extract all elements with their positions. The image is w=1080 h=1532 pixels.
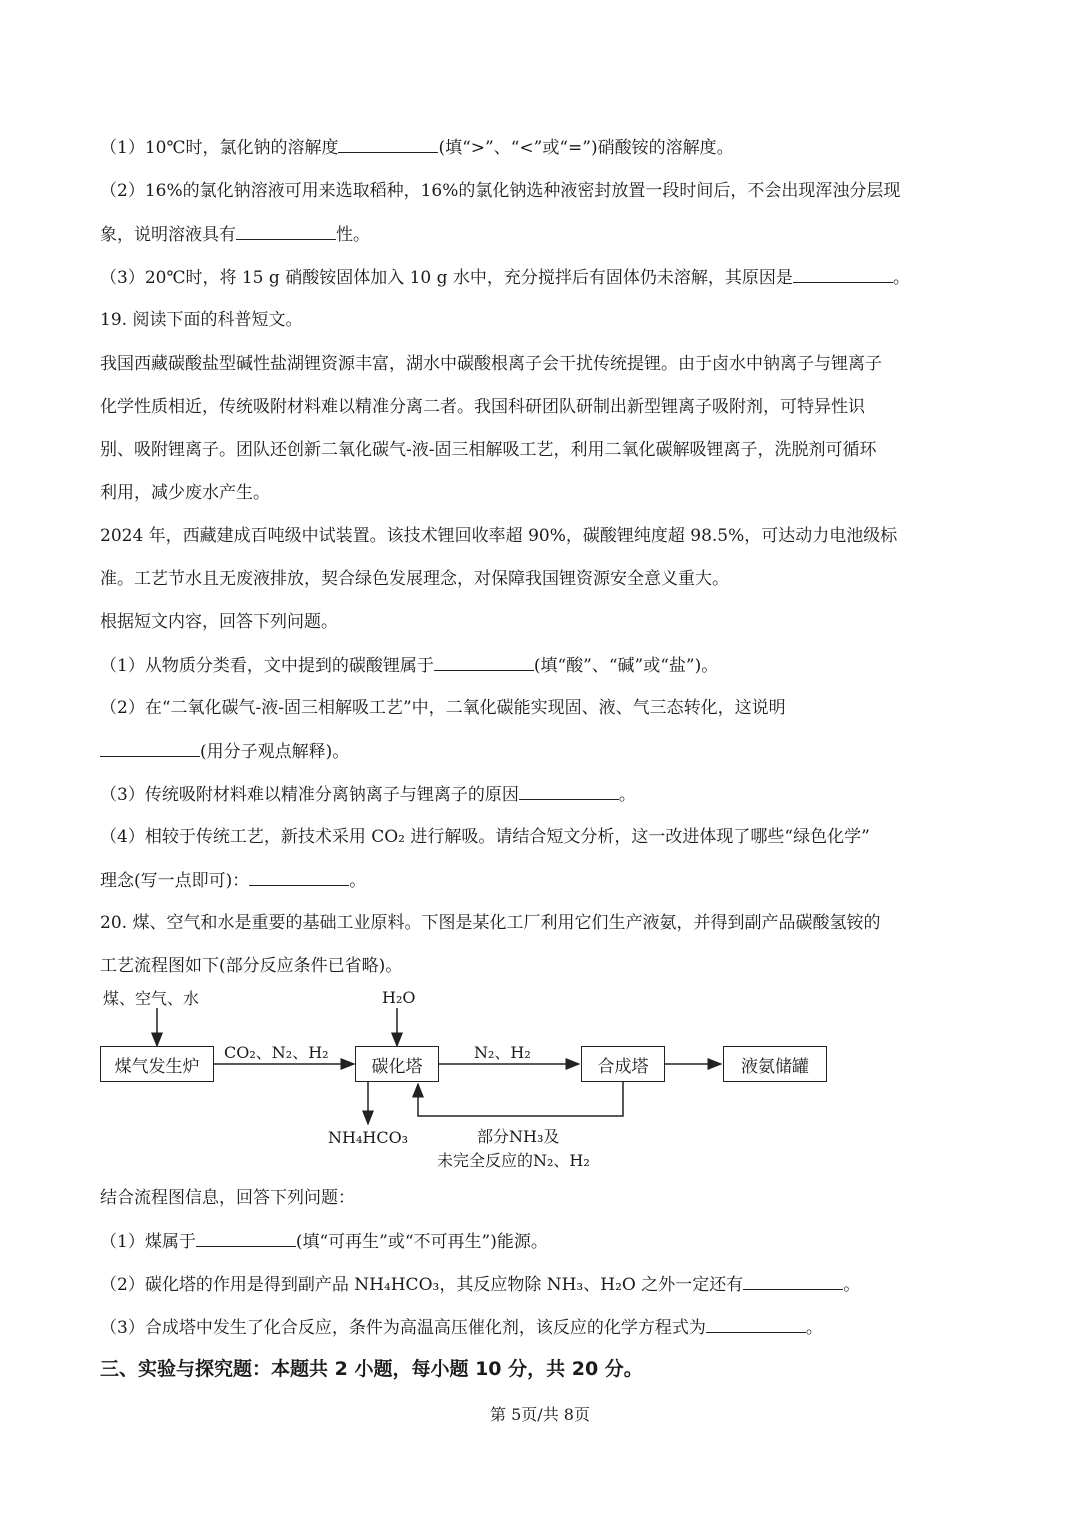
q20-part1: （1）煤属于 (填“可再生”或“不可再生”)能源。 <box>100 1232 548 1252</box>
arrow-recycle-loop <box>418 1082 623 1116</box>
flow-water-label: H₂O <box>382 988 416 1007</box>
q19-para1-line1: 我国西藏碳酸盐型碱性盐湖锂资源丰富，湖水中碳酸根离子会干扰传统提锂。由于卤水中钠离子与锂离子 <box>100 354 882 374</box>
q19-para2-line1: 2024 年，西藏建成百吨级中试装置。该技术锂回收率超 90%，碳酸锂纯度超 98.5%，可达动力电池级标 <box>100 526 898 546</box>
q19-para1-line4: 利用，减少废水产生。 <box>100 483 270 503</box>
q20-intro-line2: 工艺流程图如下(部分反应条件已省略)。 <box>100 956 403 976</box>
box-liquid-ammonia-tank: 液氨储罐 <box>723 1046 827 1082</box>
answer-blank[interactable] <box>706 1316 806 1333</box>
q19-part2-line1: （2）在“二氧化碳气-液-固三相解吸工艺”中，二氧化碳能实现固、液、气三态转化，这说明 <box>100 698 786 718</box>
q20-prompt: 结合流程图信息，回答下列问题： <box>100 1188 355 1208</box>
flow-byproduct-label: NH₄HCO₃ <box>328 1128 409 1147</box>
q20-part3: （3）合成塔中发生了化合反应，条件为高温高压催化剂，该反应的化学方程式为 。 <box>100 1318 823 1338</box>
q18-part1: （1）10℃时，氯化钠的溶解度 (填“>”、“<”或“=”)硝酸铵的溶解度。 <box>100 138 734 158</box>
flow-recycle-label-1: 部分NH₃及 <box>477 1127 560 1146</box>
flow-input-label: 煤、空气、水 <box>103 989 200 1008</box>
q19-para1-line3: 别、吸附锂离子。团队还创新二氧化碳气-液-固三相解吸工艺，利用二氧化碳解吸锂离子，洗脱剂可循环 <box>100 440 877 460</box>
answer-blank[interactable] <box>743 1273 843 1290</box>
answer-blank[interactable] <box>196 1230 296 1247</box>
page-footer: 第 5页/共 8页 <box>490 1405 590 1424</box>
q19-para2-line2: 准。工艺节水且无废液排放，契合绿色发展理念，对保障我国锂资源安全意义重大。 <box>100 569 729 589</box>
q19-title: 19. 阅读下面的科普短文。 <box>100 310 303 330</box>
q19-part3: （3）传统吸附材料难以精准分离钠离子与锂离子的原因 。 <box>100 785 636 805</box>
q19-part4-line1: （4）相较于传统工艺，新技术采用 CO₂ 进行解吸。请结合短文分析，这一改进体现了哪些“绿色化学” <box>100 827 870 847</box>
q19-part4-line2: 理念(写一点即可)： 。 <box>100 871 367 891</box>
section-3-heading: 三、实验与探究题：本题共 2 小题，每小题 10 分，共 20 分。 <box>100 1358 643 1380</box>
q19-part1: （1）从物质分类看，文中提到的碳酸锂属于 (填“酸”、“碱”或“盐”)。 <box>100 656 719 676</box>
box-carbonation-tower: 碳化塔 <box>355 1046 439 1082</box>
flow-arrow2-label: N₂、H₂ <box>474 1043 531 1062</box>
q20-intro-line1: 20. 煤、空气和水是重要的基础工业原料。下图是某化工厂利用它们生产液氨，并得到副产品碳酸氢铵的 <box>100 913 881 933</box>
q18-part2-line1: （2）16%的氯化钠溶液可用来选取稻种，16%的氯化钠选种液密封放置一段时间后，不会出现浑浊分层现 <box>100 181 901 201</box>
q19-part2-line2: (用分子观点解释)。 <box>100 740 349 763</box>
box-synthesis-tower: 合成塔 <box>581 1046 665 1082</box>
q19-para1-line2: 化学性质相近，传统吸附材料难以精准分离二者。我国科研团队研制出新型锂离子吸附剂，可特异性识 <box>100 397 865 417</box>
box-gas-generator: 煤气发生炉 <box>100 1046 214 1082</box>
q20-part2: （2）碳化塔的作用是得到副产品 NH₄HCO₃，其反应物除 NH₃、H₂O 之外一定还有 。 <box>100 1275 861 1295</box>
q19-prompt: 根据短文内容，回答下列问题。 <box>100 612 338 632</box>
flow-recycle-label-2: 未完全反应的N₂、H₂ <box>437 1151 590 1170</box>
q18-part3: （3）20℃时，将 15 g 硝酸铵固体加入 10 g 水中，充分搅拌后有固体仍未溶解，其原因是 。 <box>100 268 910 288</box>
flow-arrow1-label: CO₂、N₂、H₂ <box>224 1043 329 1062</box>
q18-part2-line2: 象，说明溶液具有 性。 <box>100 225 370 245</box>
